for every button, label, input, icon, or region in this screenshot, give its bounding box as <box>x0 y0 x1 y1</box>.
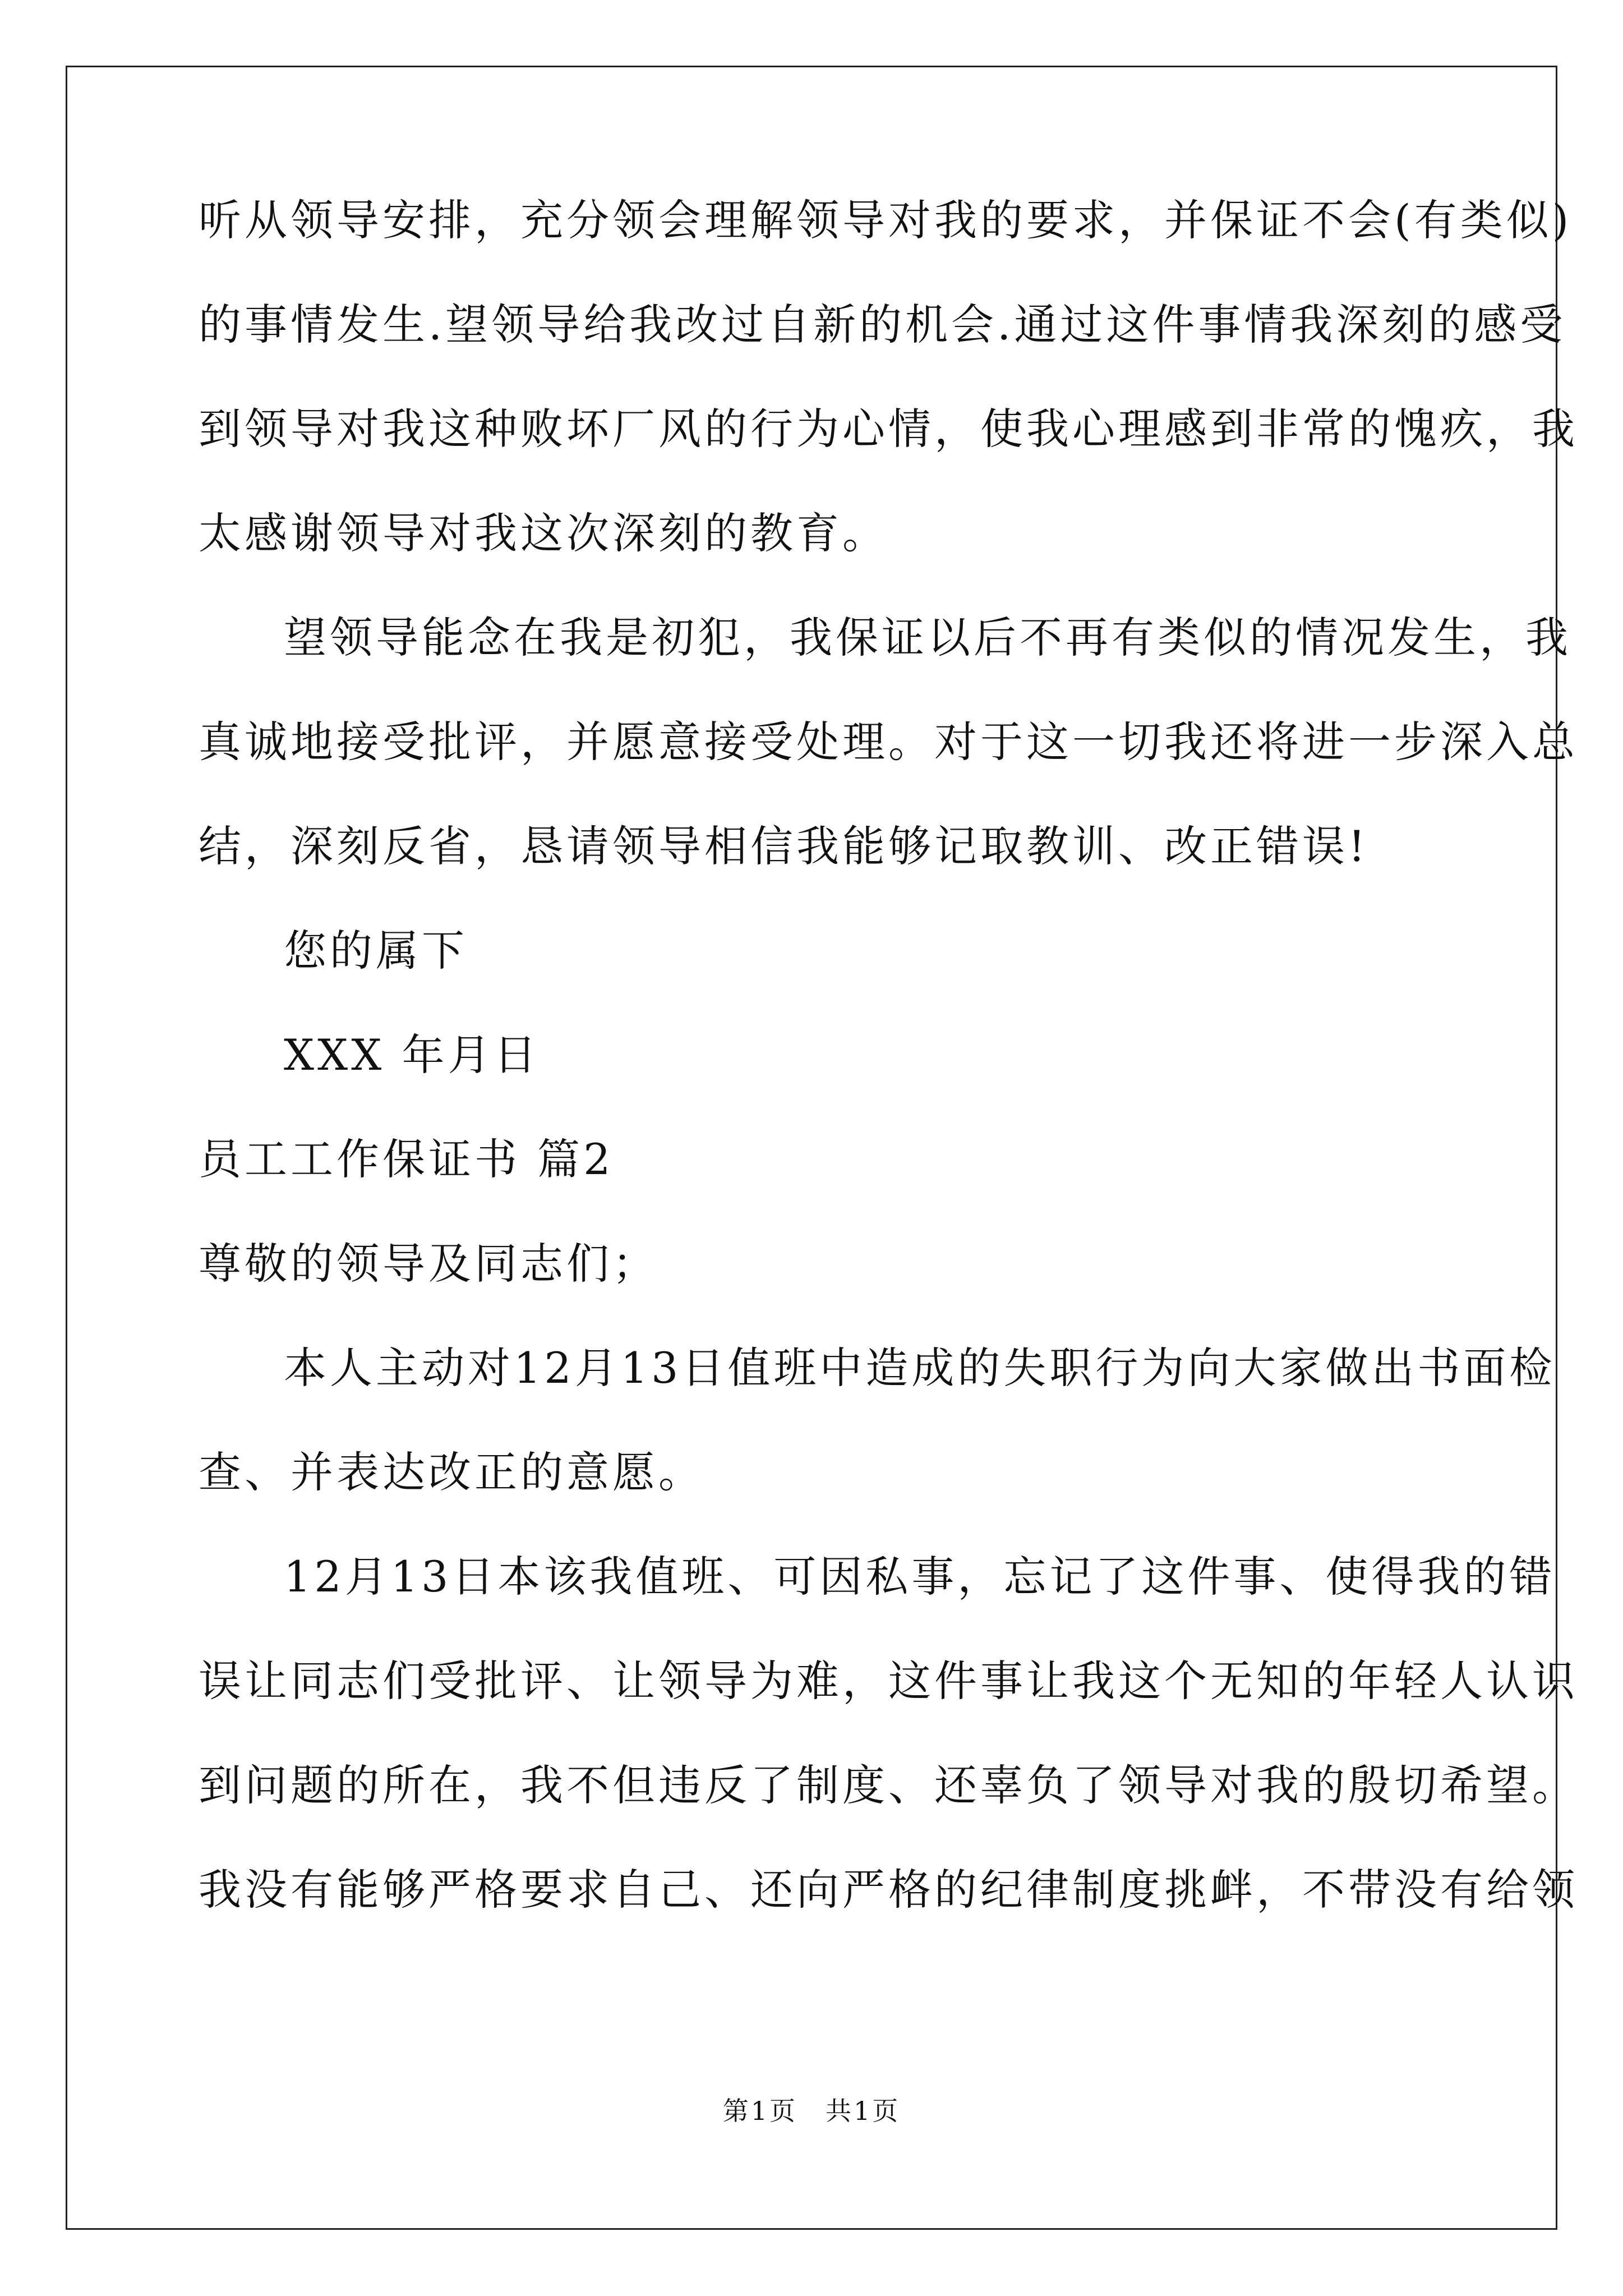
body-line: 到问题的所在，我不但违反了制度、还辜负了领导对我的殷切希望。 <box>199 1760 1578 1810</box>
signature-line: 您的属下 <box>284 926 468 976</box>
body-line: 真诚地接受批评，并愿意接受处理。对于这一切我还将进一步深入总 <box>199 717 1578 767</box>
body-line: 本人主动对12月13日值班中造成的失职行为向大家做出书面检 <box>284 1343 1556 1393</box>
salutation: 尊敬的领导及同志们； <box>199 1239 658 1289</box>
body-line: 12月13日本该我值班、可因私事，忘记了这件事、使得我的错 <box>284 1552 1556 1602</box>
body-line: 到领导对我这种败坏厂风的行为心情，使我心理感到非常的愧疚，我 <box>199 404 1578 454</box>
section-heading: 员工工作保证书 篇2 <box>199 1134 614 1184</box>
body-line: 的事情发生.望领导给我改过自新的机会.通过这件事情我深刻的感受 <box>199 300 1566 349</box>
body-line: 我没有能够严格要求自己、还向严格的纪律制度挑衅，不带没有给领 <box>199 1865 1578 1915</box>
body-line: 听从领导安排，充分领会理解领导对我的要求，并保证不会(有类似) <box>199 195 1573 245</box>
date-line: XXX 年月日 <box>284 1030 540 1080</box>
body-line: 结，深刻反省，恳请领导相信我能够记取教训、改正错误! <box>199 821 1369 871</box>
body-line: 太感谢领导对我这次深刻的教育。 <box>199 508 888 558</box>
body-line: 查、并表达改正的意愿。 <box>199 1447 704 1497</box>
body-line: 望领导能念在我是初犯，我保证以后不再有类似的情况发生，我 <box>284 613 1571 662</box>
page-number: 第1页 共1页 <box>722 2096 901 2126</box>
body-line: 误让同志们受批评、让领导为难，这件事让我这个无知的年轻人认识 <box>199 1656 1578 1706</box>
